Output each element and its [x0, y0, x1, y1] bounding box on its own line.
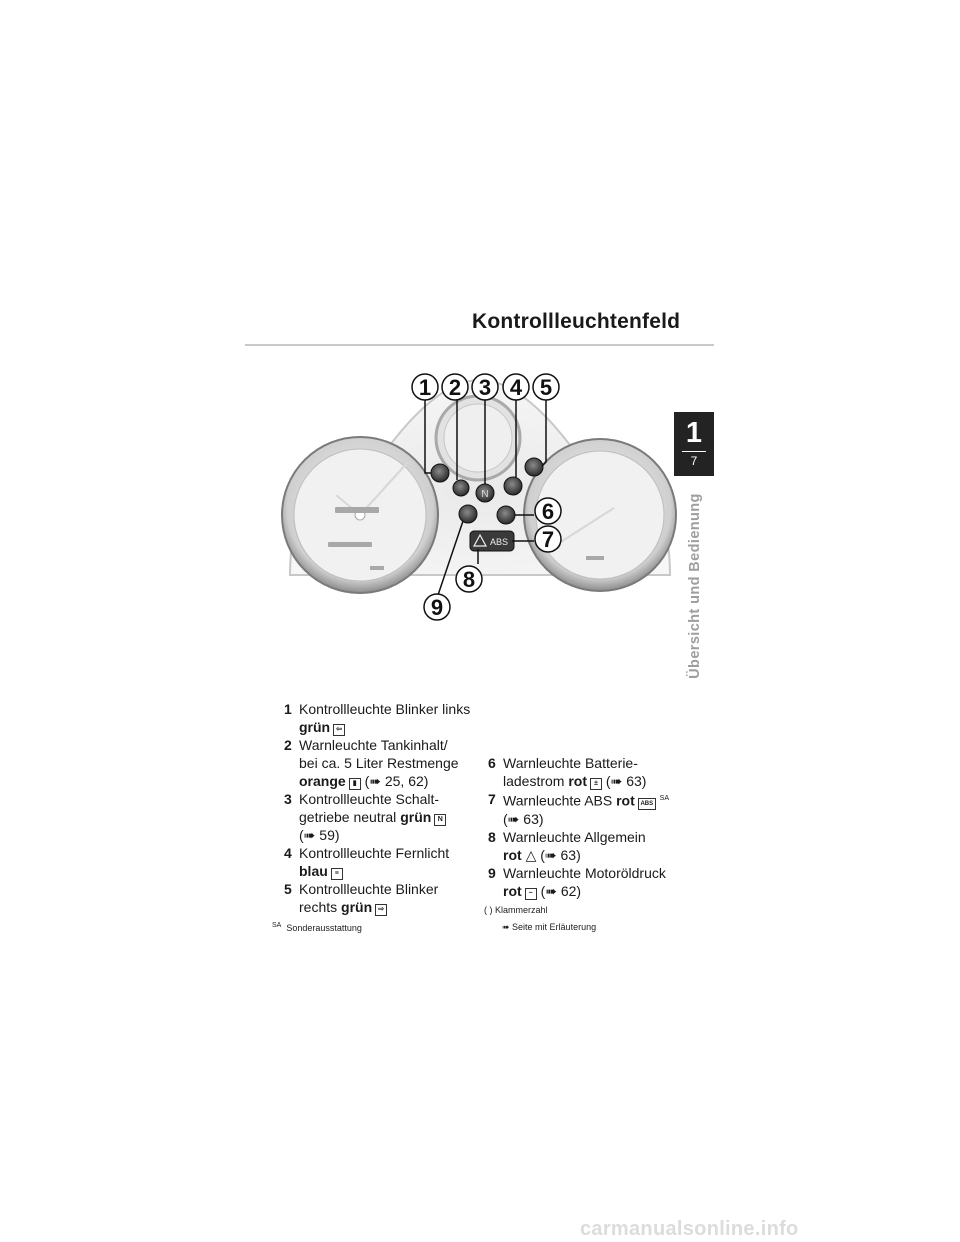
- side-chapter-title-text: Übersicht und Bedienung: [687, 493, 703, 679]
- callout-7: [535, 526, 561, 552]
- chapter-number: 1: [685, 417, 703, 449]
- legend-item-6: 6 Warnleuchte Batterie- ladestrom rot ± (➠ 63): [488, 755, 647, 789]
- lamp-9: [459, 505, 477, 523]
- svg-text:2: 2: [448, 375, 462, 400]
- svg-text:1: 1: [418, 375, 432, 400]
- legend-item-3: 3 Kontrollleuchte Schalt- getriebe neutral grün N (➠ 59): [284, 790, 484, 844]
- svg-text:9: 9: [430, 595, 444, 620]
- legend-item-4: 4 Kontrollleuchte Fernlicht blau ≡: [284, 845, 450, 879]
- lamp-2: [453, 480, 469, 496]
- page-title: Kontrollleuchtenfeld: [472, 310, 681, 333]
- lamp-6: [497, 506, 515, 524]
- fuel-icon: ▮: [349, 778, 361, 790]
- abs-lamp-text: ABS: [489, 537, 509, 547]
- high-beam-icon: ≡: [331, 868, 343, 880]
- watermark: carmanualsonline.info: [580, 1218, 799, 1240]
- chapter-tab: [674, 412, 714, 476]
- neutral-gear-icon: N: [434, 814, 446, 826]
- footnote-sonderausstattung: $^{SA}$ Sonderausstattung: [272, 922, 362, 933]
- neutral-lamp-letter: N: [481, 489, 489, 500]
- callout-9: [424, 594, 450, 620]
- svg-text:4: 4: [509, 375, 523, 400]
- battery-icon: ±: [590, 778, 602, 790]
- callout-8: [456, 566, 482, 592]
- turn-left-icon: ⇦: [333, 724, 345, 736]
- callout-2: [442, 374, 468, 400]
- lamp-5: [525, 458, 543, 476]
- callout-5: [533, 374, 559, 400]
- instrument-cluster-figure: [280, 360, 680, 650]
- svg-text:5: 5: [539, 375, 553, 400]
- svg-text:8: 8: [462, 567, 476, 592]
- speedometer-gauge: [282, 437, 438, 593]
- svg-text:7: 7: [541, 527, 555, 552]
- chapter-rule: [682, 451, 706, 452]
- callout-6: [535, 498, 561, 524]
- legend-item-5: 5 Kontrollleuchte Blinker rechts grün ⇨: [284, 881, 439, 915]
- legend-item-1: 1 Kontrollleuchte Blinker links grün ⇦: [284, 701, 471, 735]
- footnote-seite: ➠ Seite mit Erläuterung: [502, 922, 597, 932]
- footnote-klammerzahl: ( ) Klammerzahl: [484, 905, 548, 915]
- callout-4: [503, 374, 529, 400]
- callout-1: [412, 374, 438, 400]
- sa-marker: SA: [659, 795, 670, 802]
- lamp-4: [504, 477, 522, 495]
- warning-triangle-icon: △: [525, 846, 537, 863]
- callout-3: [472, 374, 498, 400]
- turn-right-icon: ⇨: [375, 904, 387, 916]
- svg-text:3: 3: [478, 375, 492, 400]
- oil-pressure-icon: ~: [525, 888, 537, 900]
- legend-item-9: 9 Warnleuchte Motoröldruck rot ~ (➠ 62): [488, 864, 666, 899]
- legend-item-7: 7 Warnleuchte ABS rot ABS $^{SA}$ (➠ 63): [488, 791, 670, 827]
- legend-right-column: [488, 754, 688, 900]
- legend-item-8: 8 Warnleuchte Allgemein rot △ (➠ 63): [488, 828, 646, 863]
- svg-text:6: 6: [541, 499, 555, 524]
- title-divider: [245, 344, 714, 346]
- page-number: 7: [690, 454, 698, 468]
- legend-left-column: [284, 700, 484, 916]
- legend-item-2: 2 Warnleuchte Tankinhalt/ bei ca. 5 Liter Restmenge orange ▮ (➠ 25, 62): [284, 737, 459, 789]
- lamp-1: [431, 464, 449, 482]
- abs-icon: ABS: [638, 798, 656, 810]
